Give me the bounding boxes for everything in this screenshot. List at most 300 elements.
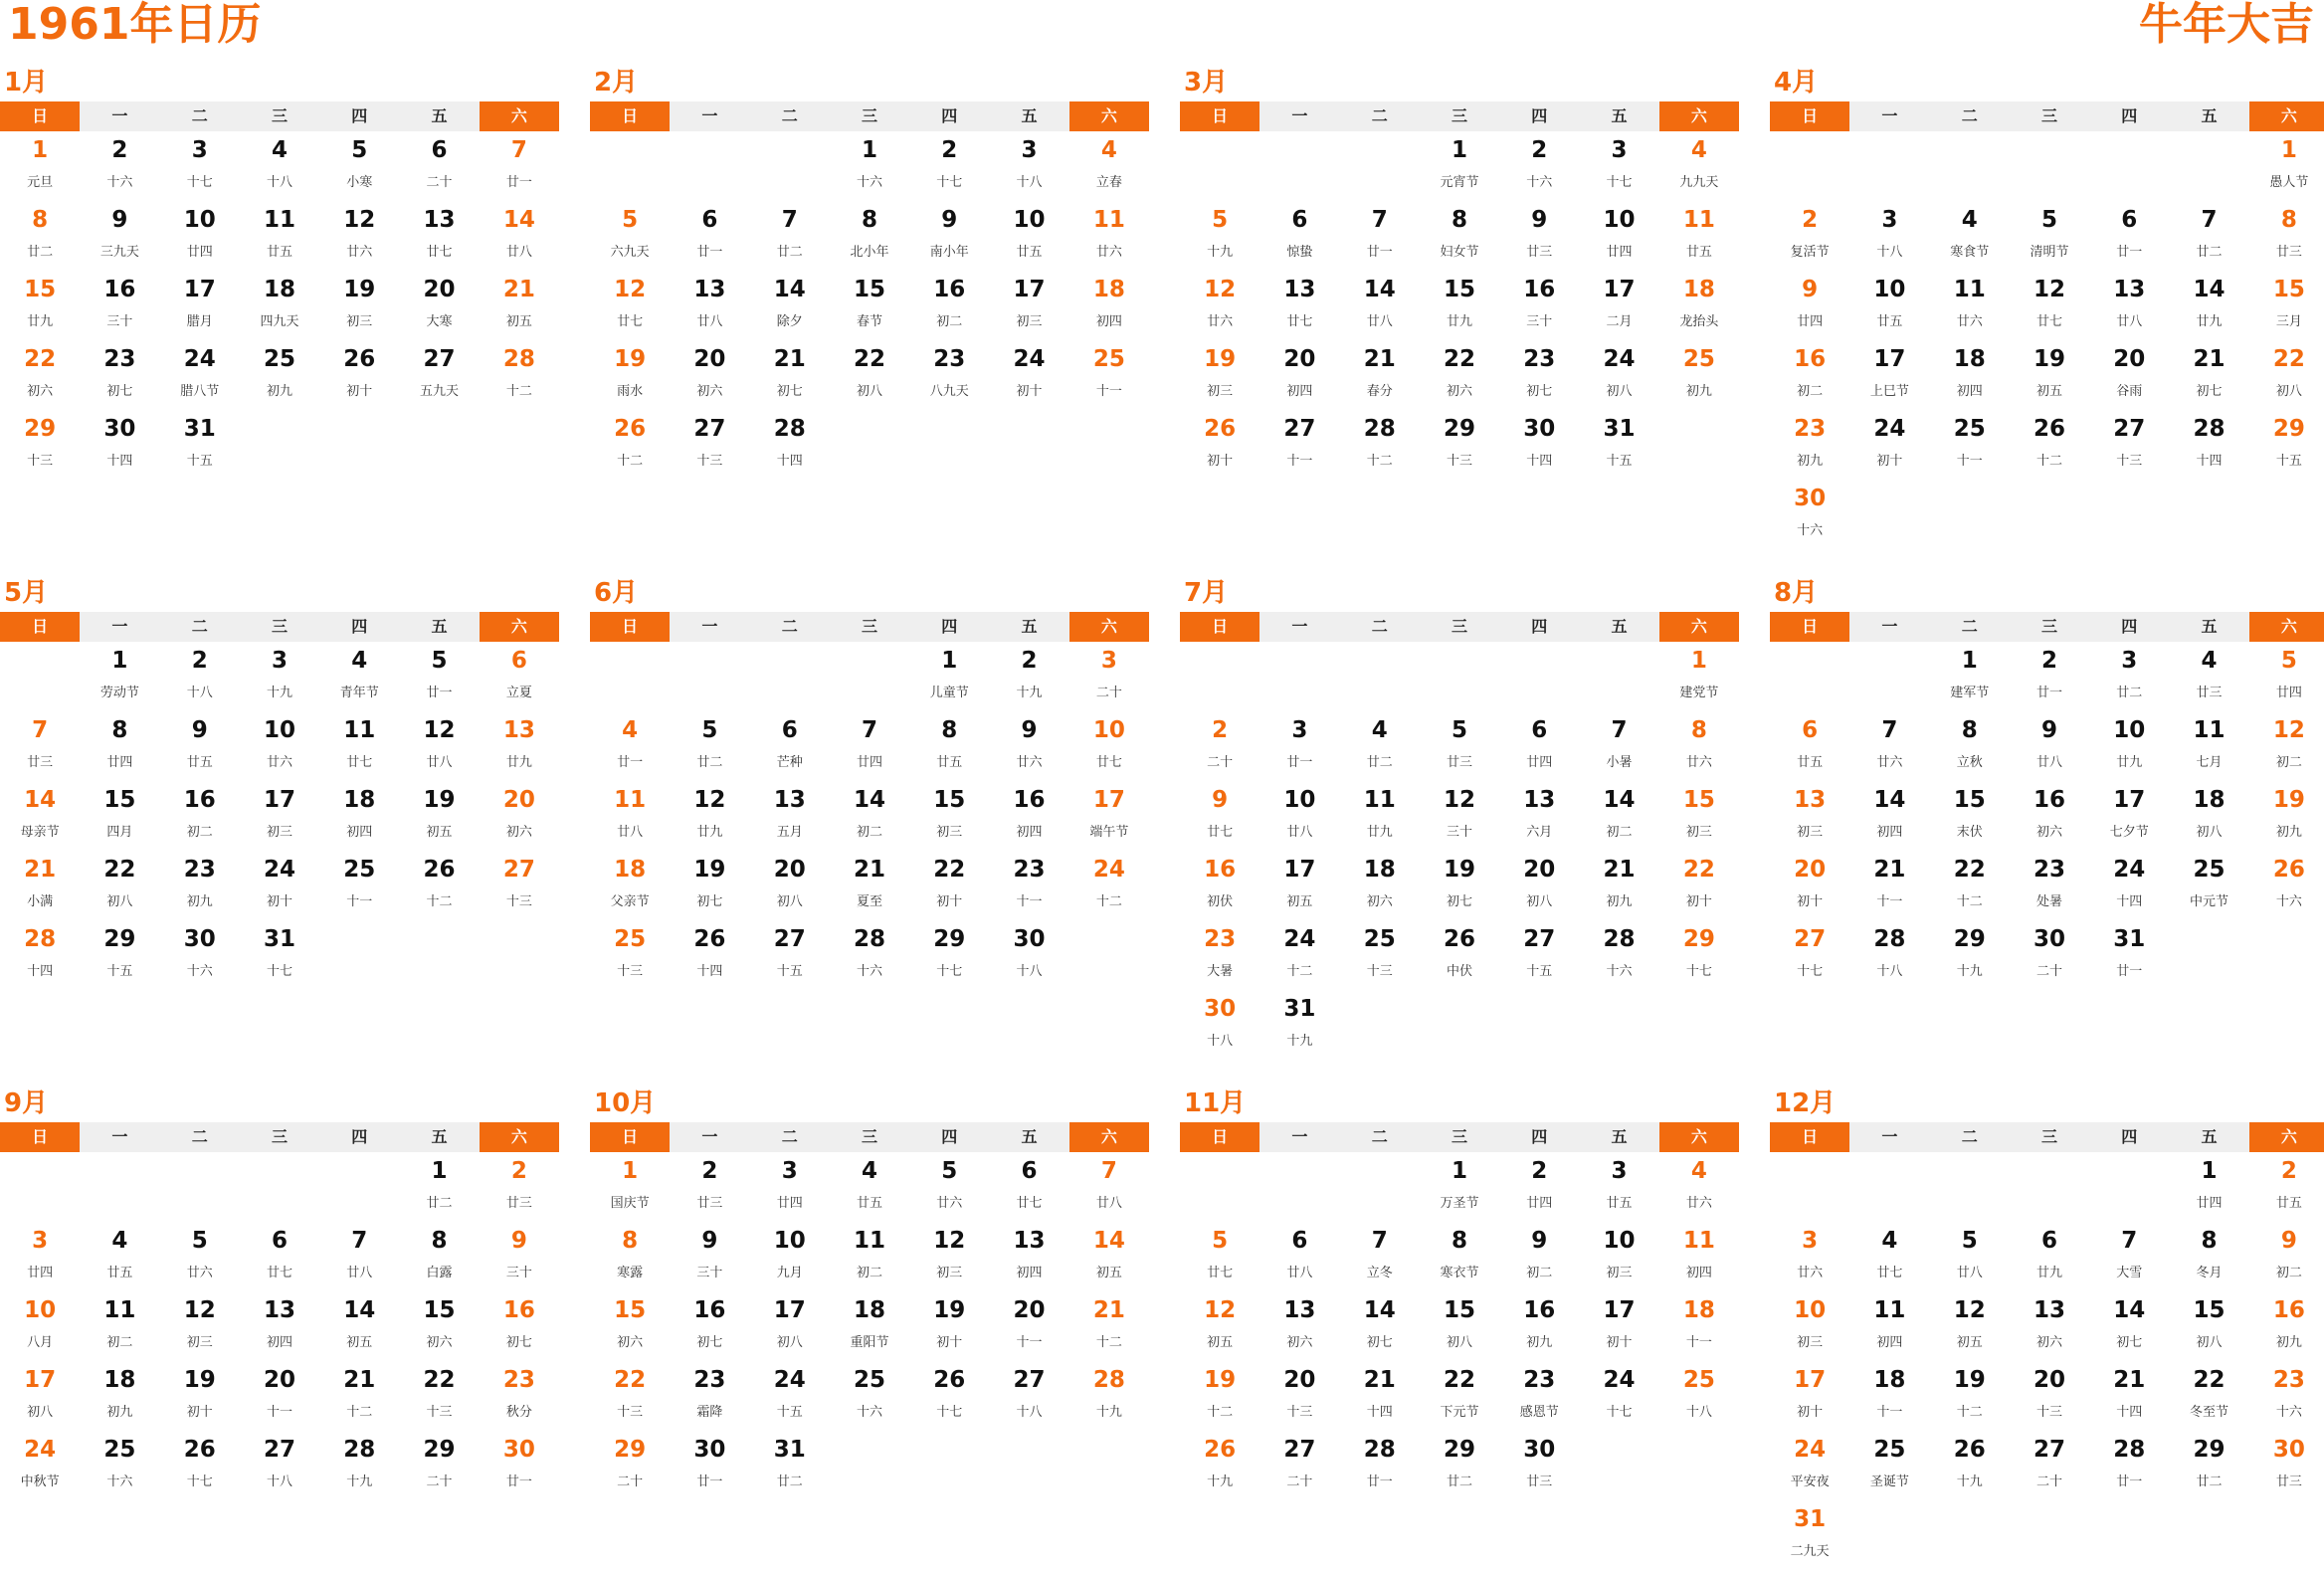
lunar-date: 廿六 bbox=[1016, 755, 1043, 770]
day-number: 3 bbox=[271, 648, 288, 674]
day-number: 26 bbox=[1204, 1437, 1237, 1463]
weekday-label: 六 bbox=[480, 612, 559, 642]
lunar-date: 十三 bbox=[2035, 1405, 2062, 1420]
lunar-date: 初八 bbox=[2196, 1335, 2223, 1350]
weekday-label: 四 bbox=[319, 612, 399, 642]
weekday-label: 日 bbox=[1770, 1122, 1849, 1152]
weekday-label: 六 bbox=[480, 1122, 559, 1152]
day-cell bbox=[830, 343, 909, 413]
lunar-date: 初四 bbox=[1876, 825, 1903, 840]
day-number: 31 bbox=[1603, 416, 1636, 442]
day-number: 10 bbox=[24, 1297, 57, 1323]
day-cell bbox=[909, 1364, 989, 1434]
weekday-header bbox=[1180, 1122, 1739, 1152]
day-number: 18 bbox=[343, 787, 376, 813]
day-number: 23 bbox=[1523, 346, 1556, 372]
day-cell bbox=[830, 923, 909, 993]
day-number: 12 bbox=[1953, 1297, 1986, 1323]
lunar-date: 十七 bbox=[1606, 175, 1633, 190]
lunar-date: 廿一 bbox=[1366, 245, 1393, 260]
day-number: 25 bbox=[343, 857, 376, 883]
day-cell bbox=[160, 1364, 240, 1434]
lunar-date: 十五 bbox=[776, 1405, 803, 1420]
day-number: 28 bbox=[773, 416, 806, 442]
lunar-date: 初六 bbox=[2035, 825, 2062, 840]
day-number: 27 bbox=[1283, 416, 1316, 442]
lunar-date: 十二 bbox=[426, 894, 453, 909]
day-cell bbox=[750, 714, 830, 784]
weekday-label: 四 bbox=[319, 101, 399, 131]
day-cell bbox=[1849, 1294, 1929, 1364]
day-cell bbox=[480, 1294, 559, 1364]
lunar-date: 廿二 bbox=[1366, 755, 1393, 770]
lunar-date: 廿六 bbox=[186, 1266, 213, 1280]
lunar-date: 十八 bbox=[266, 1475, 292, 1489]
lunar-date: 十二 bbox=[2035, 454, 2062, 469]
day-cell bbox=[1340, 784, 1420, 854]
lunar-date: 腊月 bbox=[186, 314, 213, 329]
day-number: 19 bbox=[183, 1367, 216, 1393]
day-number: 29 bbox=[933, 926, 966, 952]
day-cell bbox=[480, 204, 559, 274]
weekday-label: 六 bbox=[1659, 101, 1739, 131]
lunar-date: 十二 bbox=[1095, 1335, 1122, 1350]
lunar-date: 十六 bbox=[1526, 175, 1553, 190]
day-cell bbox=[1930, 784, 2010, 854]
lunar-date: 廿五 bbox=[106, 1266, 133, 1280]
day-cell bbox=[1069, 784, 1149, 854]
lunar-date: 十八 bbox=[1207, 1034, 1234, 1049]
lunar-date: 十三 bbox=[1286, 1405, 1313, 1420]
day-number: 1 bbox=[2201, 1158, 2218, 1184]
day-cell bbox=[80, 1364, 159, 1434]
day-cell bbox=[2249, 1155, 2324, 1225]
lunar-date: 廿三 bbox=[1446, 755, 1472, 770]
day-number: 17 bbox=[1092, 787, 1125, 813]
day-number: 4 bbox=[1881, 1228, 1898, 1254]
lunar-date: 廿一 bbox=[696, 1475, 723, 1489]
lunar-date: 十七 bbox=[1797, 964, 1824, 979]
lunar-date: 二十 bbox=[2035, 964, 2062, 979]
day-cell bbox=[480, 1225, 559, 1294]
day-cell bbox=[830, 1294, 909, 1364]
lunar-date: 十三 bbox=[27, 454, 54, 469]
day-number: 6 bbox=[431, 137, 448, 163]
weekday-label: 一 bbox=[1259, 101, 1339, 131]
lunar-date: 立夏 bbox=[505, 686, 532, 700]
day-cell bbox=[2169, 714, 2248, 784]
day-number: 1 bbox=[1961, 648, 1978, 674]
lunar-date: 初九 bbox=[2275, 1335, 2302, 1350]
lunar-date: 廿四 bbox=[776, 1196, 803, 1211]
lunar-date: 廿七 bbox=[1286, 314, 1313, 329]
day-number: 10 bbox=[1794, 1297, 1827, 1323]
day-number: 23 bbox=[2033, 857, 2065, 883]
day-cell bbox=[319, 645, 399, 714]
lunar-date: 初三 bbox=[1207, 384, 1234, 399]
lunar-date: 廿一 bbox=[505, 1475, 532, 1489]
day-cell bbox=[1499, 923, 1579, 993]
lunar-date: 廿一 bbox=[1286, 755, 1313, 770]
lunar-date: 十三 bbox=[426, 1405, 453, 1420]
lunar-date: 廿二 bbox=[776, 245, 803, 260]
lunar-date: 初八 bbox=[1446, 1335, 1472, 1350]
lunar-date: 南小年 bbox=[929, 245, 969, 260]
day-number: 10 bbox=[1283, 787, 1316, 813]
day-cell bbox=[1849, 274, 1929, 343]
lunar-date: 初伏 bbox=[1207, 894, 1234, 909]
day-cell bbox=[80, 413, 159, 483]
day-cell bbox=[1579, 1155, 1658, 1225]
weekday-label: 一 bbox=[1259, 1122, 1339, 1152]
day-number: 1 bbox=[32, 137, 49, 163]
day-cell bbox=[830, 854, 909, 923]
lunar-date: 冬月 bbox=[2196, 1266, 2223, 1280]
day-number: 28 bbox=[853, 926, 885, 952]
day-cell bbox=[1180, 1434, 1259, 1503]
day-number: 15 bbox=[2193, 1297, 2226, 1323]
lunar-date: 立秋 bbox=[1956, 755, 1983, 770]
day-cell bbox=[2169, 204, 2248, 274]
day-cell bbox=[830, 274, 909, 343]
weekday-label: 一 bbox=[670, 612, 749, 642]
day-number: 5 bbox=[941, 1158, 958, 1184]
lunar-date: 初二 bbox=[856, 825, 882, 840]
day-cell bbox=[2169, 1294, 2248, 1364]
lunar-date: 二十 bbox=[617, 1475, 644, 1489]
day-number: 8 bbox=[111, 717, 128, 743]
day-number: 19 bbox=[1204, 1367, 1237, 1393]
day-cell bbox=[1770, 923, 1849, 993]
lunar-date: 初三 bbox=[1797, 1335, 1824, 1350]
day-cell bbox=[1420, 1434, 1499, 1503]
day-cell bbox=[399, 854, 479, 923]
day-cell bbox=[670, 413, 749, 483]
day-number: 7 bbox=[781, 207, 798, 233]
day-cell bbox=[1420, 1155, 1499, 1225]
day-cell bbox=[1420, 1364, 1499, 1434]
day-cell bbox=[1499, 1225, 1579, 1294]
day-cell bbox=[160, 1294, 240, 1364]
lunar-date: 万圣节 bbox=[1440, 1196, 1479, 1211]
day-cell bbox=[1259, 1434, 1339, 1503]
day-number: 21 bbox=[1363, 346, 1396, 372]
weekday-label: 一 bbox=[1849, 101, 1929, 131]
day-cell bbox=[1069, 854, 1149, 923]
lunar-date: 初六 bbox=[505, 825, 532, 840]
lunar-date: 十九 bbox=[1207, 245, 1234, 260]
day-cell bbox=[1259, 1364, 1339, 1434]
day-cell bbox=[909, 1155, 989, 1225]
day-number: 5 bbox=[622, 207, 639, 233]
day-number: 2 bbox=[2040, 648, 2057, 674]
day-number: 25 bbox=[614, 926, 647, 952]
day-number: 5 bbox=[701, 717, 718, 743]
weekday-label: 四 bbox=[909, 612, 989, 642]
day-cell bbox=[319, 343, 399, 413]
day-number: 30 bbox=[1523, 1437, 1556, 1463]
day-number: 15 bbox=[1443, 277, 1475, 302]
day-cell bbox=[2010, 854, 2089, 923]
lunar-date: 二十 bbox=[1095, 686, 1122, 700]
lunar-date: 初九 bbox=[2275, 825, 2302, 840]
lunar-date: 初八 bbox=[2196, 825, 2223, 840]
day-cell bbox=[160, 714, 240, 784]
lunar-date: 廿二 bbox=[1446, 1475, 1472, 1489]
lunar-date: 寒衣节 bbox=[1440, 1266, 1479, 1280]
day-cell bbox=[909, 714, 989, 784]
day-number: 22 bbox=[423, 1367, 456, 1393]
day-number: 19 bbox=[1204, 346, 1237, 372]
day-cell bbox=[2169, 645, 2248, 714]
lunar-date: 五九天 bbox=[420, 384, 460, 399]
lunar-date: 三月 bbox=[2275, 314, 2302, 329]
lunar-date: 六月 bbox=[1526, 825, 1553, 840]
lunar-date: 廿一 bbox=[2116, 964, 2143, 979]
day-cell bbox=[1930, 1225, 2010, 1294]
day-cell bbox=[2010, 1225, 2089, 1294]
lunar-date: 初十 bbox=[936, 894, 963, 909]
day-number: 10 bbox=[2113, 717, 2146, 743]
lunar-date: 廿五 bbox=[1685, 245, 1712, 260]
lunar-date: 廿二 bbox=[27, 245, 54, 260]
lunar-date: 廿四 bbox=[106, 755, 133, 770]
day-cell bbox=[909, 784, 989, 854]
lunar-date: 七夕节 bbox=[2109, 825, 2149, 840]
day-number: 19 bbox=[614, 346, 647, 372]
day-cell bbox=[240, 854, 319, 923]
day-cell bbox=[2249, 1434, 2324, 1503]
weekday-label: 六 bbox=[480, 101, 559, 131]
day-number: 29 bbox=[2272, 416, 2305, 442]
day-number: 23 bbox=[693, 1367, 726, 1393]
day-number: 29 bbox=[1443, 416, 1475, 442]
day-number: 19 bbox=[343, 277, 376, 302]
lunar-date: 寒食节 bbox=[1950, 245, 1990, 260]
day-number: 4 bbox=[1100, 137, 1117, 163]
day-cell bbox=[1340, 204, 1420, 274]
day-number: 4 bbox=[271, 137, 288, 163]
day-cell bbox=[1340, 1364, 1420, 1434]
month-title: 5月 bbox=[4, 578, 49, 608]
day-cell bbox=[989, 923, 1068, 993]
lunar-date: 廿八 bbox=[1286, 1266, 1313, 1280]
day-number: 13 bbox=[1283, 1297, 1316, 1323]
lunar-date: 初六 bbox=[2035, 1335, 2062, 1350]
day-cell bbox=[319, 1294, 399, 1364]
day-cell bbox=[670, 343, 749, 413]
day-number: 28 bbox=[24, 926, 57, 952]
day-cell bbox=[989, 714, 1068, 784]
day-cell bbox=[590, 1364, 670, 1434]
day-number: 2 bbox=[941, 137, 958, 163]
lunar-date: 十四 bbox=[2116, 894, 2143, 909]
day-number: 14 bbox=[502, 207, 535, 233]
lunar-date: 十一 bbox=[266, 1405, 292, 1420]
lunar-date: 十七 bbox=[936, 1405, 963, 1420]
lunar-date: 十八 bbox=[1685, 1405, 1712, 1420]
weekday-label: 二 bbox=[160, 1122, 240, 1152]
lunar-date: 初十 bbox=[1207, 454, 1234, 469]
day-number: 23 bbox=[1013, 857, 1046, 883]
day-number: 11 bbox=[1682, 1228, 1715, 1254]
day-number: 3 bbox=[1291, 717, 1308, 743]
day-number: 28 bbox=[1363, 416, 1396, 442]
day-cell bbox=[1069, 645, 1149, 714]
lunar-date: 初七 bbox=[696, 1335, 723, 1350]
lunar-date: 廿一 bbox=[426, 686, 453, 700]
day-number: 28 bbox=[1092, 1367, 1125, 1393]
lunar-date: 十六 bbox=[856, 964, 882, 979]
weekday-label: 五 bbox=[2169, 101, 2248, 131]
weekday-label: 三 bbox=[240, 612, 319, 642]
lunar-date: 廿八 bbox=[505, 245, 532, 260]
day-number: 15 bbox=[614, 1297, 647, 1323]
lunar-date: 廿五 bbox=[2275, 1196, 2302, 1211]
day-cell bbox=[1659, 1225, 1739, 1294]
day-cell bbox=[1930, 1294, 2010, 1364]
day-number: 27 bbox=[1013, 1367, 1046, 1393]
day-cell bbox=[750, 784, 830, 854]
lunar-date: 复活节 bbox=[1790, 245, 1830, 260]
day-number: 28 bbox=[502, 346, 535, 372]
day-number: 27 bbox=[502, 857, 535, 883]
day-cell bbox=[1579, 854, 1658, 923]
day-cell bbox=[1180, 274, 1259, 343]
day-number: 16 bbox=[1204, 857, 1237, 883]
lunar-date: 初六 bbox=[1286, 1335, 1313, 1350]
month-title: 11月 bbox=[1184, 1088, 1247, 1118]
day-number: 8 bbox=[1451, 207, 1467, 233]
lunar-date: 青年节 bbox=[339, 686, 379, 700]
lunar-date: 廿一 bbox=[2116, 1475, 2143, 1489]
day-number: 27 bbox=[2113, 416, 2146, 442]
day-number: 16 bbox=[1523, 1297, 1556, 1323]
day-number: 3 bbox=[2121, 648, 2138, 674]
day-number: 17 bbox=[263, 787, 295, 813]
day-cell bbox=[0, 1434, 80, 1503]
lunar-date: 初七 bbox=[1446, 894, 1472, 909]
day-cell bbox=[590, 413, 670, 483]
day-cell bbox=[1069, 1155, 1149, 1225]
lunar-date: 初三 bbox=[1016, 314, 1043, 329]
day-cell bbox=[1069, 1294, 1149, 1364]
day-number: 7 bbox=[1371, 1228, 1388, 1254]
day-cell bbox=[0, 714, 80, 784]
day-number: 2 bbox=[1802, 207, 1819, 233]
lunar-date: 廿七 bbox=[1207, 825, 1234, 840]
day-cell bbox=[830, 714, 909, 784]
lunar-date: 中秋节 bbox=[20, 1475, 60, 1489]
day-cell bbox=[590, 1294, 670, 1364]
day-cell bbox=[1849, 343, 1929, 413]
lunar-date: 十七 bbox=[186, 1475, 213, 1489]
day-cell bbox=[909, 204, 989, 274]
day-cell bbox=[670, 1225, 749, 1294]
day-number: 30 bbox=[1794, 486, 1827, 511]
lunar-date: 十七 bbox=[936, 175, 963, 190]
day-number: 4 bbox=[111, 1228, 128, 1254]
day-cell bbox=[1849, 854, 1929, 923]
day-number: 25 bbox=[1873, 1437, 1906, 1463]
day-cell bbox=[1499, 134, 1579, 204]
lunar-date: 北小年 bbox=[850, 245, 889, 260]
day-cell bbox=[319, 1434, 399, 1503]
day-number: 7 bbox=[32, 717, 49, 743]
day-number: 18 bbox=[853, 1297, 885, 1323]
day-number: 4 bbox=[1961, 207, 1978, 233]
lunar-date: 廿八 bbox=[1095, 1196, 1122, 1211]
day-cell bbox=[80, 645, 159, 714]
day-cell bbox=[1579, 134, 1658, 204]
day-cell bbox=[1420, 854, 1499, 923]
lunar-date: 初十 bbox=[936, 1335, 963, 1350]
month-title: 3月 bbox=[1184, 68, 1229, 98]
day-number: 6 bbox=[271, 1228, 288, 1254]
day-number: 12 bbox=[423, 717, 456, 743]
day-cell bbox=[1499, 1294, 1579, 1364]
day-cell bbox=[670, 1434, 749, 1503]
lunar-date: 十四 bbox=[696, 964, 723, 979]
lunar-date: 初七 bbox=[1526, 384, 1553, 399]
day-cell bbox=[399, 343, 479, 413]
day-number: 23 bbox=[1794, 416, 1827, 442]
day-number: 3 bbox=[781, 1158, 798, 1184]
day-number: 13 bbox=[773, 787, 806, 813]
lunar-date: 廿七 bbox=[1207, 1266, 1234, 1280]
day-cell bbox=[2169, 1434, 2248, 1503]
weekday-label: 日 bbox=[0, 612, 80, 642]
day-cell bbox=[1930, 413, 2010, 483]
day-number: 4 bbox=[622, 717, 639, 743]
lunar-date: 廿三 bbox=[2196, 686, 2223, 700]
day-number: 11 bbox=[853, 1228, 885, 1254]
lunar-date: 廿四 bbox=[1606, 245, 1633, 260]
lunar-date: 九月 bbox=[776, 1266, 803, 1280]
day-cell bbox=[1849, 413, 1929, 483]
day-number: 27 bbox=[1283, 1437, 1316, 1463]
day-cell bbox=[1069, 1364, 1149, 1434]
lunar-date: 十三 bbox=[1446, 454, 1472, 469]
lunar-date: 二十 bbox=[1207, 755, 1234, 770]
day-cell bbox=[2089, 1434, 2169, 1503]
day-cell bbox=[1770, 854, 1849, 923]
lunar-date: 初四 bbox=[1286, 384, 1313, 399]
lunar-date: 十三 bbox=[617, 964, 644, 979]
lunar-date: 十六 bbox=[2275, 1405, 2302, 1420]
day-cell bbox=[1180, 854, 1259, 923]
lunar-date: 十二 bbox=[617, 454, 644, 469]
lunar-date: 廿五 bbox=[1606, 1196, 1633, 1211]
day-number: 16 bbox=[103, 277, 136, 302]
weekday-label: 五 bbox=[1579, 101, 1658, 131]
lunar-date: 廿二 bbox=[2196, 245, 2223, 260]
day-number: 4 bbox=[2201, 648, 2218, 674]
day-cell bbox=[670, 1364, 749, 1434]
weekday-label: 三 bbox=[240, 101, 319, 131]
day-number: 6 bbox=[1531, 717, 1548, 743]
day-cell bbox=[1659, 343, 1739, 413]
lunar-date: 十二 bbox=[1207, 1405, 1234, 1420]
lunar-date: 初四 bbox=[1095, 314, 1122, 329]
day-number: 24 bbox=[24, 1437, 57, 1463]
day-cell bbox=[989, 204, 1068, 274]
lunar-date: 初三 bbox=[936, 825, 963, 840]
day-number: 5 bbox=[2280, 648, 2297, 674]
day-number: 23 bbox=[2272, 1367, 2305, 1393]
day-number: 21 bbox=[502, 277, 535, 302]
day-number: 13 bbox=[1283, 277, 1316, 302]
